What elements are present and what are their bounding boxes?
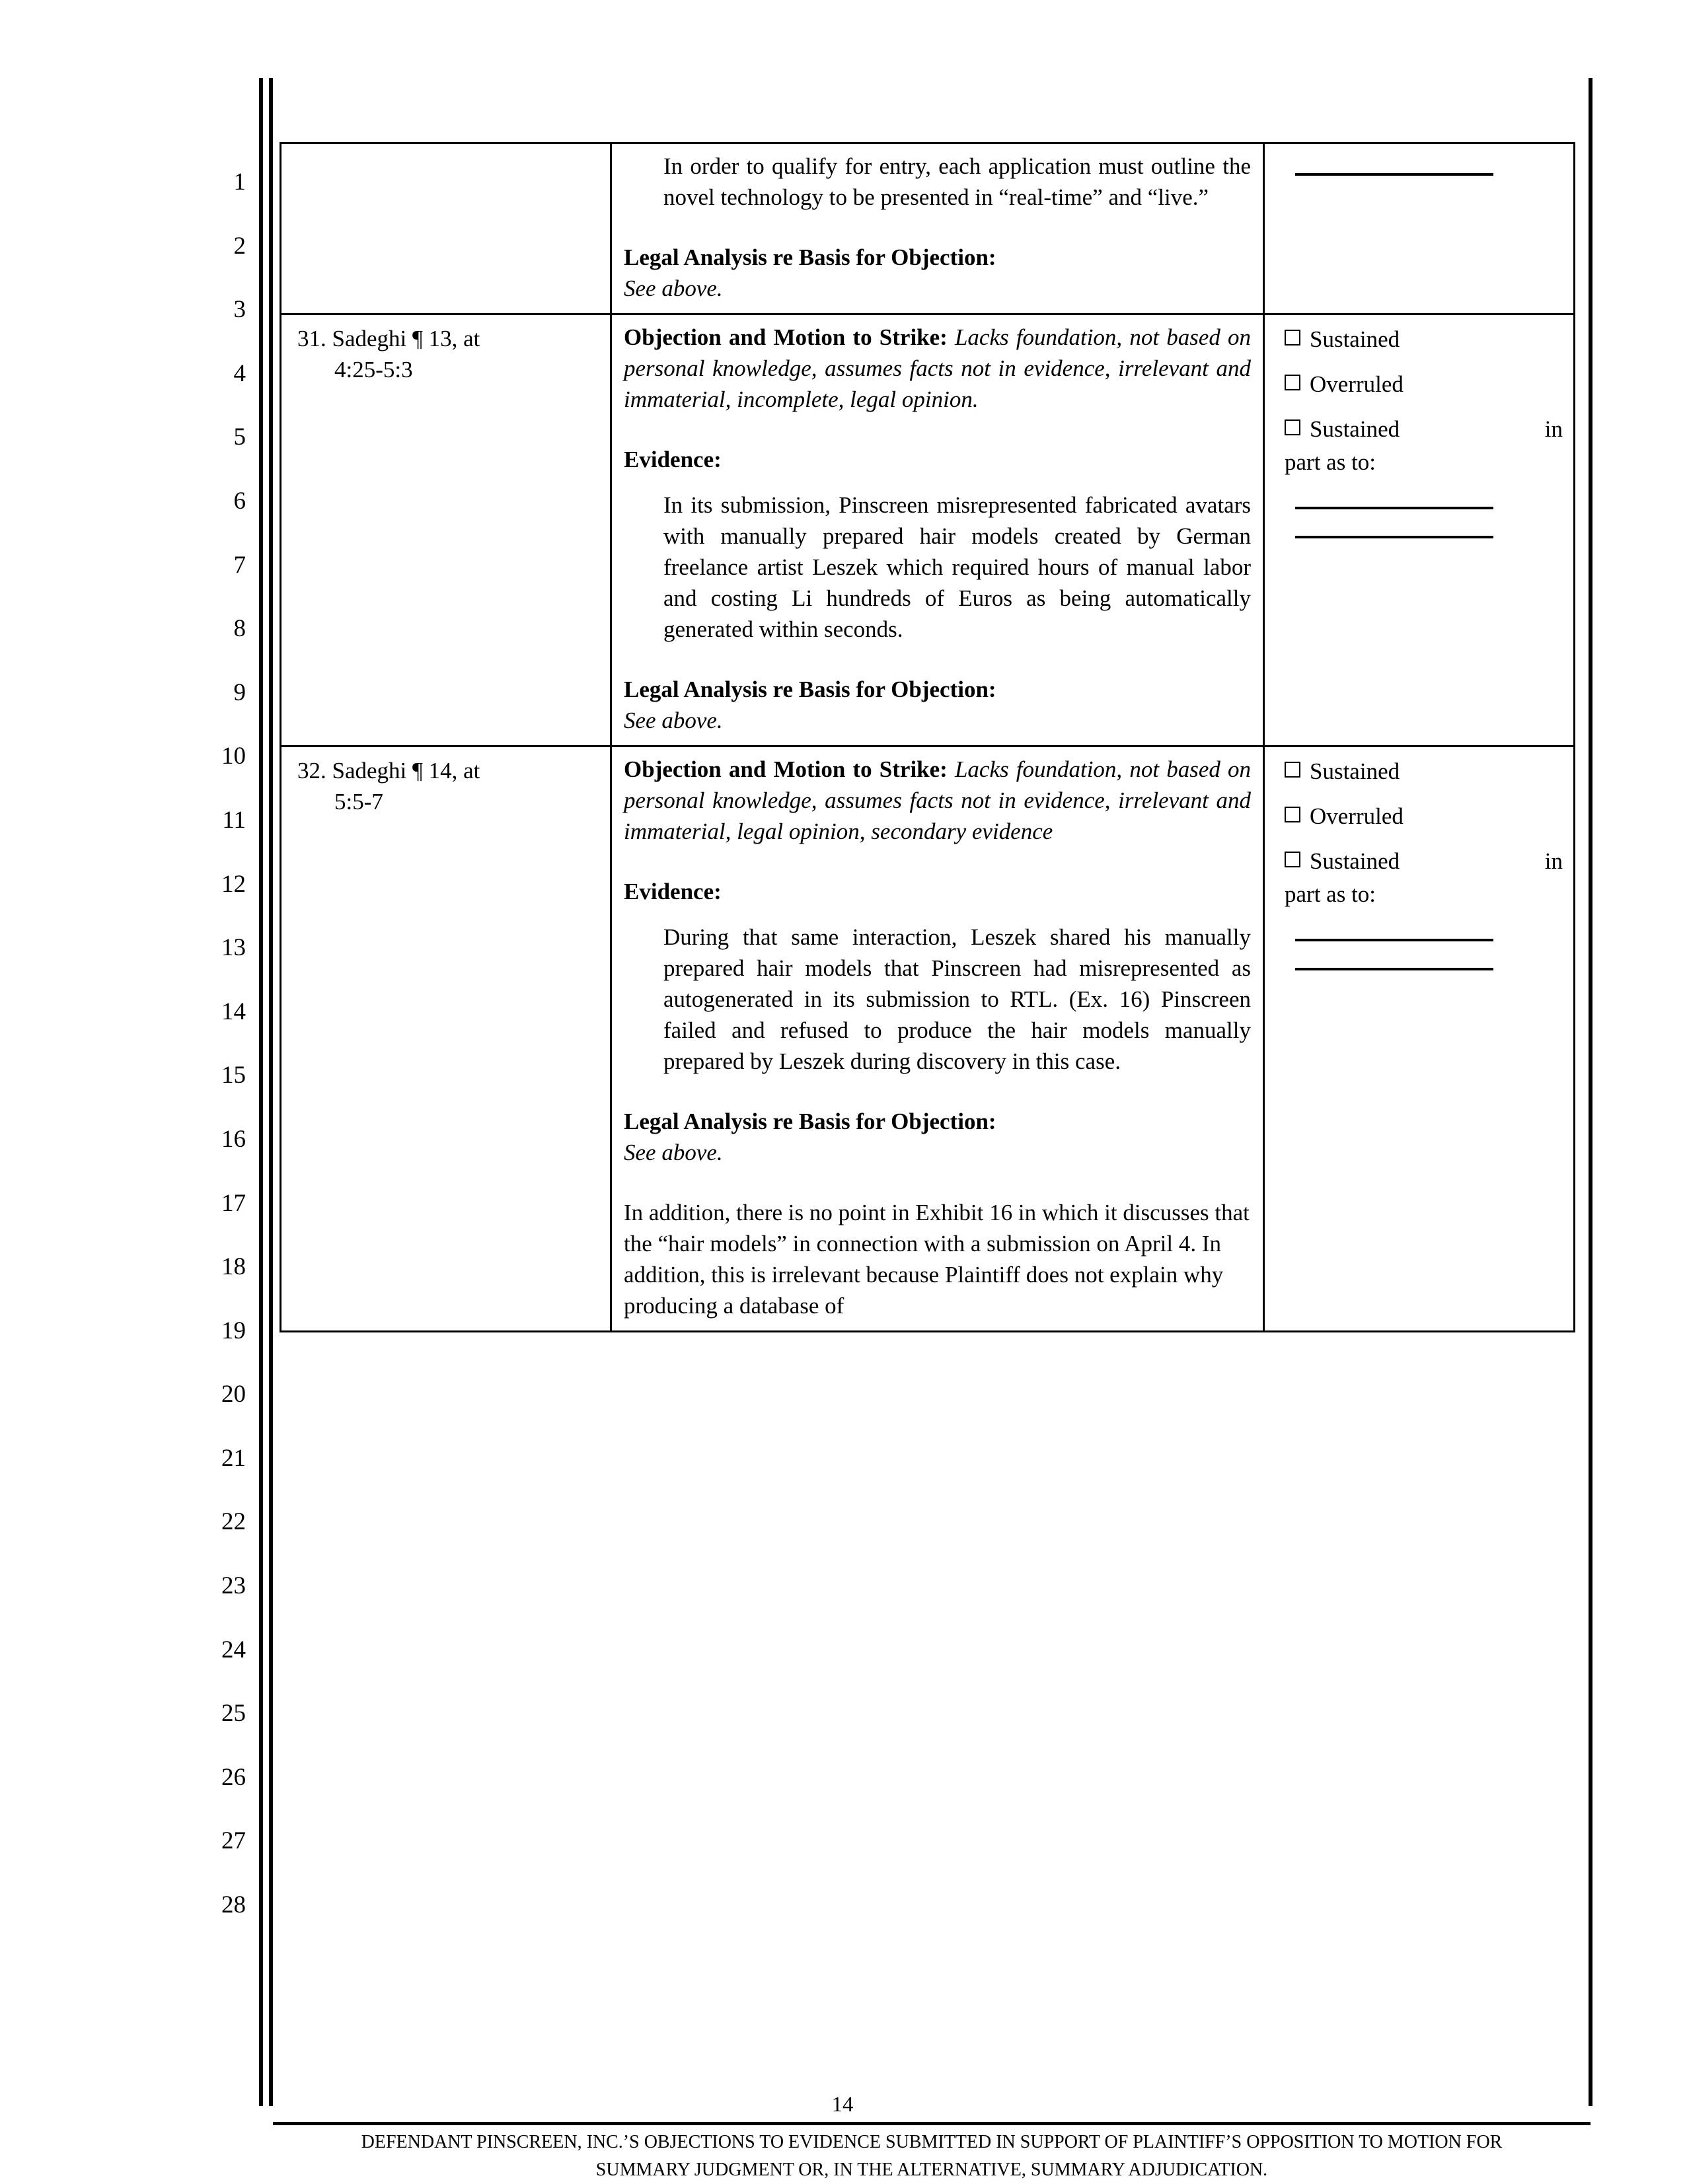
checkbox-icon[interactable] [1285,375,1300,390]
citation-line-2: 4:25-5:3 [334,357,413,382]
ruling-blank-line[interactable] [1295,968,1493,970]
ruling-option-label: part as to: [1285,881,1376,907]
ruling-blank-line[interactable] [1295,939,1493,941]
objection-body-cell [611,746,1264,1332]
line-number: 1 [233,168,246,196]
ruling-cell [1264,314,1575,746]
table-row [281,314,1575,746]
checkbox-icon[interactable] [1285,852,1300,867]
ruling-cell [1264,143,1575,314]
objection-text: Lacks foundation, not based on personal knowledge, assumes facts not in evidence, irrelevant and immaterial, legal opinion, secondary evidence [624,756,1251,844]
line-number: 25 [221,1700,246,1728]
line-number: 13 [221,934,246,962]
line-number: 22 [221,1508,246,1536]
line-number: 19 [221,1317,246,1344]
line-number: 14 [221,998,246,1025]
ruling-blank-line[interactable] [1295,507,1493,509]
evidence-heading: Evidence: [624,447,722,472]
evidence-quote: In order to qualify for entry, each application must outline the novel technology to be presented in “real-time” and “live.” [663,153,1251,210]
citation-line-2: 5:5-7 [334,789,383,815]
checkbox-icon[interactable] [1285,807,1300,822]
line-number: 4 [233,359,246,387]
ruling-option-overruled[interactable] [1285,801,1563,832]
line-number: 6 [233,487,246,515]
line-number: 12 [221,870,246,898]
citation-text [281,144,610,183]
ruling-blank-line[interactable] [1295,536,1493,538]
line-number: 17 [221,1189,246,1217]
objection-paragraph [624,322,1251,415]
line-number: 7 [233,551,246,579]
ruling-option-label: Sustained in [1310,848,1563,874]
objection-text: Lacks foundation, not based on personal knowledge, assumes facts not in evidence, irrelevant and immaterial, incomplete, legal opinion. [624,324,1251,412]
ruling-blank-line[interactable] [1295,173,1493,176]
objection-body-cell [611,143,1264,314]
footer-caption [273,2129,1591,2184]
ruling-option-sustained-in-part-cont [1285,447,1563,478]
citation-cell [281,314,611,746]
objection-body-cell [611,314,1264,746]
line-number: 2 [233,232,246,260]
checkbox-icon[interactable] [1285,330,1300,346]
evidence-quote: During that same interaction, Leszek shared his manually prepared hair models that Pinscreen had misrepresented as autogenerated in its submission to RTL. (Ex. 16) Pinscreen failed and refused to produce the hair models manually prepared by Leszek during discovery in this case. [663,924,1251,1074]
pleading-rule-left-outer [259,78,263,2106]
line-number: 24 [221,1636,246,1663]
line-number: 26 [221,1763,246,1791]
ruling-cell [1264,746,1575,1332]
checkbox-icon[interactable] [1285,419,1300,435]
line-number: 23 [221,1572,246,1600]
objection-heading: Objection and Motion to Strike: [624,324,948,350]
line-number: 11 [222,806,246,834]
objection-paragraph [624,754,1251,847]
ruling-option-label: part as to: [1285,449,1376,475]
footer-caption-line-2: SUMMARY JUDGMENT OR, IN THE ALTERNATIVE, SUMMARY ADJUDICATION. [595,2160,1268,2180]
objection-heading: Objection and Motion to Strike: [624,756,948,782]
line-number: 28 [221,1891,246,1919]
line-number: 20 [221,1381,246,1408]
citation-text [281,315,610,385]
citation-cell [281,143,611,314]
citation-text [281,747,610,817]
legal-analysis-heading: Legal Analysis re Basis for Objection: [624,676,996,702]
objections-table [280,142,1575,1332]
line-number: 16 [221,1125,246,1153]
citation-cell [281,746,611,1332]
ruling-option-label: Sustained [1310,758,1400,784]
line-number: 21 [221,1444,246,1472]
citation-line-1: 32. Sadeghi ¶ 14, at [297,758,480,783]
table-row [281,143,1575,314]
line-number: 8 [233,615,246,643]
pleading-rule-right [1589,78,1592,2106]
pleading-rule-left-inner [269,78,273,2106]
citation-line-1: 31. Sadeghi ¶ 13, at [297,326,480,351]
ruling-option-label: Overruled [1310,371,1404,397]
line-number: 5 [233,423,246,451]
ruling-option-sustained-in-part-cont [1285,879,1563,910]
line-number: 10 [221,743,246,770]
ruling-option-overruled[interactable] [1285,369,1563,400]
line-number: 9 [233,678,246,706]
line-number-gutter [198,151,246,1938]
legal-analysis-text: See above. [624,708,723,733]
legal-analysis-text: See above. [624,275,723,301]
ruling-option-sustained[interactable] [1285,324,1563,355]
ruling-option-sustained-in-part[interactable] [1285,846,1563,877]
footer-caption-line-1: DEFENDANT PINSCREEN, INC.’S OBJECTIONS TO EVIDENCE SUBMITTED IN SUPPORT OF PLAINTIFF’S OPPOSITION TO MOTION FOR [361,2132,1503,2152]
ruling-option-label: Overruled [1310,803,1404,829]
evidence-heading: Evidence: [624,879,722,904]
legal-analysis-text: See above. [624,1140,723,1165]
evidence-quote: In its submission, Pinscreen misrepresented fabricated avatars with manually prepared hair models created by German freelance artist Leszek which required hours of manual labor and costing Li hundreds of Euros as being automatically generated within seconds. [663,492,1251,642]
page-number: 14 [831,2093,854,2117]
checkbox-icon[interactable] [1285,762,1300,778]
footer-divider [273,2122,1591,2125]
additional-analysis-text: In addition, there is no point in Exhibit 16 in which it discusses that the “hair models” in connection with a submission on April 4. In addition, this is irrelevant because Plaintiff does not explain why producing a database of [624,1200,1250,1319]
ruling-option-sustained-in-part[interactable] [1285,414,1563,445]
line-number: 3 [233,296,246,324]
ruling-option-label: Sustained in [1310,416,1563,442]
ruling-option-label: Sustained [1310,326,1400,352]
ruling-option-sustained[interactable] [1285,756,1563,787]
line-number: 18 [221,1253,246,1281]
line-number: 27 [221,1827,246,1855]
table-row [281,746,1575,1332]
legal-analysis-heading: Legal Analysis re Basis for Objection: [624,244,996,270]
legal-analysis-heading: Legal Analysis re Basis for Objection: [624,1109,996,1134]
line-number: 15 [221,1062,246,1089]
